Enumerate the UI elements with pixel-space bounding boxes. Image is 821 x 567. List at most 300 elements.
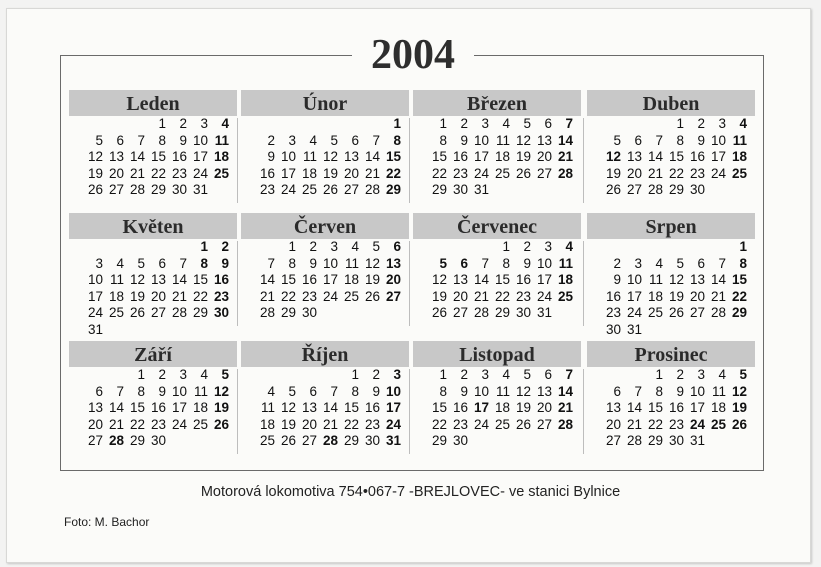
day-cell: 30 <box>301 305 317 320</box>
day-cell: 24 <box>385 416 401 432</box>
day-cell: 29 <box>647 433 663 448</box>
day-grid <box>254 116 401 199</box>
day-cell: 14 <box>108 400 124 415</box>
month-block <box>69 341 237 450</box>
day-cell: 23 <box>259 182 275 197</box>
day-cell: 1 <box>158 116 166 131</box>
day-cell: 30 <box>515 305 531 320</box>
day-cell: 26 <box>364 288 380 304</box>
month-name: Květen <box>69 213 237 239</box>
day-cell: 9 <box>460 383 468 399</box>
day-cell: 24 <box>689 416 705 432</box>
day-cell: 27 <box>108 182 124 197</box>
day-cell: 28 <box>473 305 489 320</box>
day-empty <box>296 367 317 384</box>
day-cell: 31 <box>385 433 401 448</box>
day-cell: 21 <box>364 165 380 181</box>
day-cell: 11 <box>648 272 663 287</box>
column-separator <box>583 118 584 203</box>
photo-caption: Motorová lokomotiva 754•067-7 -BREJLOVEC- ve stanici Bylnice <box>200 484 621 500</box>
day-cell: 12 <box>280 400 296 415</box>
day-grid <box>426 116 573 199</box>
day-cell: 7 <box>565 367 573 382</box>
day-cell: 21 <box>557 400 573 415</box>
day-cell: 14 <box>647 149 663 164</box>
day-cell: 11 <box>711 383 726 399</box>
day-cell: 6 <box>634 132 642 148</box>
day-cell: 8 <box>393 132 401 148</box>
day-cell: 1 <box>137 367 145 382</box>
day-empty <box>82 367 103 384</box>
day-cell: 11 <box>214 132 229 148</box>
month-block <box>587 213 755 338</box>
day-empty <box>705 239 726 256</box>
day-cell: 24 <box>87 305 103 320</box>
day-cell: 16 <box>452 149 468 164</box>
day-cell: 30 <box>689 182 705 197</box>
day-cell: 24 <box>473 165 489 181</box>
day-cell: 16 <box>150 400 166 415</box>
day-cell: 2 <box>221 239 229 254</box>
day-cell: 6 <box>116 132 124 148</box>
day-cell: 13 <box>689 272 705 287</box>
day-cell: 23 <box>668 416 684 432</box>
day-cell: 18 <box>731 149 747 164</box>
day-cell: 22 <box>494 288 510 304</box>
day-cell: 21 <box>322 416 338 432</box>
day-cell: 21 <box>473 288 489 304</box>
day-cell: 26 <box>668 305 684 320</box>
day-cell: 26 <box>515 416 531 432</box>
day-cell: 19 <box>515 149 531 164</box>
day-cell: 18 <box>259 416 275 432</box>
day-cell: 13 <box>343 149 359 164</box>
day-empty <box>82 239 103 256</box>
day-cell: 14 <box>171 272 187 287</box>
day-cell: 15 <box>129 400 145 415</box>
day-cell: 4 <box>739 116 747 131</box>
month-name: Srpen <box>587 213 755 239</box>
day-cell: 17 <box>689 400 705 415</box>
day-cell: 10 <box>322 255 338 271</box>
day-cell: 3 <box>95 255 103 271</box>
day-cell: 10 <box>710 132 726 148</box>
day-cell: 27 <box>150 305 166 320</box>
day-grid <box>82 239 229 338</box>
month-name: Prosinec <box>587 341 755 367</box>
day-cell: 10 <box>626 272 642 287</box>
day-cell: 21 <box>108 416 124 432</box>
day-cell: 28 <box>557 165 573 181</box>
day-cell: 7 <box>137 132 145 148</box>
day-cell: 6 <box>309 383 317 399</box>
day-cell: 15 <box>431 149 447 164</box>
day-cell: 6 <box>95 383 103 399</box>
day-cell: 7 <box>372 132 380 148</box>
day-cell: 15 <box>150 149 166 164</box>
month-name: Listopad <box>413 341 581 367</box>
day-empty <box>124 239 145 256</box>
day-cell: 12 <box>87 149 103 164</box>
day-cell: 12 <box>129 272 145 287</box>
day-cell: 28 <box>129 182 145 197</box>
day-cell: 29 <box>192 305 208 320</box>
day-cell: 21 <box>171 288 187 304</box>
day-cell: 29 <box>431 182 447 197</box>
day-cell: 28 <box>259 305 275 320</box>
day-cell: 8 <box>655 383 663 399</box>
day-cell: 14 <box>626 400 642 415</box>
day-cell: 27 <box>626 182 642 197</box>
day-cell: 8 <box>351 383 359 399</box>
day-cell: 17 <box>626 288 642 304</box>
day-cell: 4 <box>655 255 663 271</box>
day-cell: 1 <box>655 367 663 382</box>
column-separator <box>583 369 584 454</box>
day-cell: 11 <box>732 132 747 148</box>
day-cell: 26 <box>431 305 447 320</box>
month-name: Únor <box>241 90 409 116</box>
month-name: Říjen <box>241 341 409 367</box>
day-cell: 4 <box>351 239 359 254</box>
day-cell: 6 <box>544 116 552 131</box>
month-block <box>413 90 581 199</box>
day-empty <box>600 116 621 133</box>
day-cell: 23 <box>452 165 468 181</box>
day-cell: 21 <box>710 288 726 304</box>
day-cell: 22 <box>129 416 145 432</box>
day-cell: 30 <box>150 433 166 448</box>
day-cell: 2 <box>158 367 166 382</box>
day-cell: 13 <box>108 149 124 164</box>
day-cell: 1 <box>739 239 747 254</box>
day-cell: 4 <box>502 367 510 382</box>
day-cell: 9 <box>179 132 187 148</box>
day-cell: 9 <box>267 149 275 164</box>
day-cell: 22 <box>343 416 359 432</box>
day-cell: 30 <box>452 433 468 448</box>
day-cell: 15 <box>343 400 359 415</box>
day-cell: 20 <box>605 416 621 432</box>
day-cell: 31 <box>536 305 552 320</box>
day-grid <box>600 116 747 199</box>
day-cell: 3 <box>544 239 552 254</box>
day-empty <box>317 367 338 384</box>
day-cell: 27 <box>536 416 552 432</box>
day-cell: 2 <box>309 239 317 254</box>
day-empty <box>621 116 642 133</box>
day-cell: 22 <box>192 288 208 304</box>
day-cell: 11 <box>193 383 208 399</box>
day-cell: 5 <box>676 255 684 271</box>
day-cell: 10 <box>280 149 296 164</box>
day-empty <box>426 239 447 256</box>
day-cell: 2 <box>523 239 531 254</box>
day-cell: 20 <box>87 416 103 432</box>
month-block <box>69 90 237 199</box>
day-cell: 18 <box>494 400 510 415</box>
day-cell: 26 <box>605 182 621 197</box>
day-cell: 5 <box>288 383 296 399</box>
day-cell: 21 <box>626 416 642 432</box>
day-cell: 2 <box>267 132 275 148</box>
day-cell: 10 <box>473 383 489 399</box>
day-cell: 24 <box>171 416 187 432</box>
day-cell: 5 <box>613 132 621 148</box>
day-empty <box>600 239 621 256</box>
day-cell: 18 <box>647 288 663 304</box>
day-cell: 23 <box>605 305 621 320</box>
day-cell: 18 <box>108 288 124 304</box>
day-cell: 27 <box>605 433 621 448</box>
day-cell: 26 <box>213 416 229 432</box>
day-cell: 16 <box>213 272 229 287</box>
day-cell: 15 <box>494 272 510 287</box>
day-cell: 13 <box>87 400 103 415</box>
day-cell: 1 <box>200 239 208 254</box>
day-cell: 5 <box>372 239 380 254</box>
day-cell: 7 <box>655 132 663 148</box>
day-empty <box>359 116 380 133</box>
month-name: Září <box>69 341 237 367</box>
day-cell: 17 <box>473 149 489 164</box>
day-cell: 15 <box>647 400 663 415</box>
day-cell: 5 <box>523 116 531 131</box>
day-cell: 6 <box>393 239 401 254</box>
day-cell: 25 <box>192 416 208 432</box>
day-cell: 2 <box>676 367 684 382</box>
day-cell: 20 <box>108 165 124 181</box>
day-cell: 11 <box>495 383 510 399</box>
day-empty <box>338 116 359 133</box>
month-name: Červen <box>241 213 409 239</box>
day-cell: 29 <box>385 182 401 197</box>
month-name: Březen <box>413 90 581 116</box>
day-cell: 17 <box>473 400 489 415</box>
day-cell: 15 <box>668 149 684 164</box>
day-cell: 29 <box>731 305 747 320</box>
column-separator <box>409 369 410 454</box>
day-cell: 14 <box>557 383 573 399</box>
month-name: Červenec <box>413 213 581 239</box>
day-cell: 18 <box>343 272 359 287</box>
day-cell: 8 <box>137 383 145 399</box>
day-cell: 6 <box>697 255 705 271</box>
day-cell: 31 <box>626 321 642 337</box>
day-cell: 19 <box>364 272 380 287</box>
day-cell: 8 <box>739 255 747 271</box>
day-cell: 15 <box>385 149 401 164</box>
day-cell: 4 <box>221 116 229 131</box>
day-cell: 28 <box>364 182 380 197</box>
day-cell: 12 <box>515 132 531 148</box>
photo-credit: Foto: M. Bachor <box>64 515 150 529</box>
day-cell: 3 <box>288 132 296 148</box>
day-grid <box>426 239 573 322</box>
day-cell: 20 <box>626 165 642 181</box>
day-cell: 20 <box>536 400 552 415</box>
day-cell: 9 <box>697 132 705 148</box>
day-empty <box>145 239 166 256</box>
day-grid <box>426 367 573 450</box>
day-empty <box>103 116 124 133</box>
day-cell: 21 <box>647 165 663 181</box>
day-cell: 9 <box>372 383 380 399</box>
day-cell: 19 <box>322 165 338 181</box>
day-cell: 17 <box>322 272 338 287</box>
day-cell: 3 <box>634 255 642 271</box>
day-cell: 13 <box>301 400 317 415</box>
day-cell: 14 <box>259 272 275 287</box>
day-cell: 28 <box>322 433 338 448</box>
day-cell: 5 <box>439 255 447 271</box>
day-cell: 3 <box>481 367 489 382</box>
day-cell: 20 <box>301 416 317 432</box>
day-cell: 28 <box>647 182 663 197</box>
day-empty <box>468 239 489 256</box>
day-cell: 14 <box>322 400 338 415</box>
day-cell: 12 <box>731 383 747 399</box>
day-cell: 12 <box>213 383 229 399</box>
day-cell: 24 <box>536 288 552 304</box>
day-empty <box>166 239 187 256</box>
day-cell: 27 <box>452 305 468 320</box>
day-cell: 24 <box>322 288 338 304</box>
month-block <box>413 341 581 450</box>
day-cell: 25 <box>108 305 124 320</box>
day-cell: 7 <box>267 255 275 271</box>
day-cell: 10 <box>87 272 103 287</box>
day-cell: 14 <box>364 149 380 164</box>
day-cell: 1 <box>502 239 510 254</box>
day-empty <box>642 116 663 133</box>
day-cell: 7 <box>330 383 338 399</box>
day-cell: 8 <box>676 132 684 148</box>
day-cell: 12 <box>364 255 380 271</box>
day-cell: 29 <box>129 433 145 448</box>
day-cell: 1 <box>676 116 684 131</box>
day-cell: 15 <box>431 400 447 415</box>
day-cell: 5 <box>95 132 103 148</box>
day-cell: 16 <box>605 288 621 304</box>
day-empty <box>124 116 145 133</box>
day-cell: 13 <box>150 272 166 287</box>
day-cell: 27 <box>301 433 317 448</box>
month-block <box>69 213 237 338</box>
day-cell: 24 <box>473 416 489 432</box>
day-cell: 23 <box>452 416 468 432</box>
day-cell: 7 <box>634 383 642 399</box>
day-cell: 2 <box>179 116 187 131</box>
column-separator <box>409 241 410 326</box>
day-cell: 12 <box>668 272 684 287</box>
day-cell: 12 <box>322 149 338 164</box>
day-cell: 20 <box>452 288 468 304</box>
day-cell: 19 <box>605 165 621 181</box>
day-cell: 18 <box>192 400 208 415</box>
day-cell: 29 <box>494 305 510 320</box>
day-cell: 18 <box>213 149 229 164</box>
day-cell: 29 <box>150 182 166 197</box>
day-cell: 30 <box>605 321 621 337</box>
day-cell: 25 <box>557 288 573 304</box>
day-cell: 20 <box>385 272 401 287</box>
day-cell: 4 <box>309 132 317 148</box>
year-title: 2004 <box>352 30 474 80</box>
day-cell: 7 <box>565 116 573 131</box>
day-cell: 9 <box>613 272 621 287</box>
day-cell: 19 <box>280 416 296 432</box>
day-cell: 28 <box>557 416 573 432</box>
day-cell: 1 <box>439 116 447 131</box>
day-cell: 1 <box>351 367 359 382</box>
day-cell: 5 <box>739 367 747 382</box>
day-cell: 18 <box>301 165 317 181</box>
day-empty <box>82 116 103 133</box>
day-cell: 21 <box>129 165 145 181</box>
day-cell: 22 <box>647 416 663 432</box>
day-cell: 19 <box>431 288 447 304</box>
day-cell: 5 <box>330 132 338 148</box>
day-cell: 17 <box>87 288 103 304</box>
day-cell: 23 <box>150 416 166 432</box>
day-cell: 16 <box>668 400 684 415</box>
day-cell: 19 <box>731 400 747 415</box>
day-cell: 13 <box>605 400 621 415</box>
day-cell: 3 <box>330 239 338 254</box>
month-block <box>241 341 409 450</box>
day-cell: 7 <box>718 255 726 271</box>
day-cell: 8 <box>502 255 510 271</box>
day-cell: 16 <box>259 165 275 181</box>
day-cell: 6 <box>544 367 552 382</box>
day-cell: 28 <box>171 305 187 320</box>
day-cell: 24 <box>710 165 726 181</box>
day-empty <box>103 367 124 384</box>
day-grid <box>600 367 747 450</box>
day-cell: 9 <box>523 255 531 271</box>
day-cell: 4 <box>718 367 726 382</box>
day-cell: 22 <box>431 416 447 432</box>
day-cell: 11 <box>495 132 510 148</box>
day-cell: 22 <box>280 288 296 304</box>
day-grid <box>600 239 747 338</box>
day-cell: 27 <box>536 165 552 181</box>
day-cell: 30 <box>213 305 229 320</box>
day-cell: 23 <box>301 288 317 304</box>
day-cell: 14 <box>710 272 726 287</box>
day-empty <box>296 116 317 133</box>
day-cell: 27 <box>385 288 401 304</box>
day-cell: 26 <box>322 182 338 197</box>
month-name: Leden <box>69 90 237 116</box>
day-cell: 15 <box>280 272 296 287</box>
day-cell: 9 <box>460 132 468 148</box>
day-cell: 3 <box>179 367 187 382</box>
day-cell: 28 <box>108 433 124 448</box>
day-empty <box>254 116 275 133</box>
day-cell: 9 <box>158 383 166 399</box>
column-separator <box>237 118 238 203</box>
day-empty <box>621 367 642 384</box>
day-cell: 23 <box>689 165 705 181</box>
day-cell: 20 <box>150 288 166 304</box>
day-cell: 16 <box>301 272 317 287</box>
day-grid <box>82 367 229 450</box>
day-cell: 1 <box>439 367 447 382</box>
day-cell: 10 <box>473 132 489 148</box>
day-cell: 14 <box>129 149 145 164</box>
